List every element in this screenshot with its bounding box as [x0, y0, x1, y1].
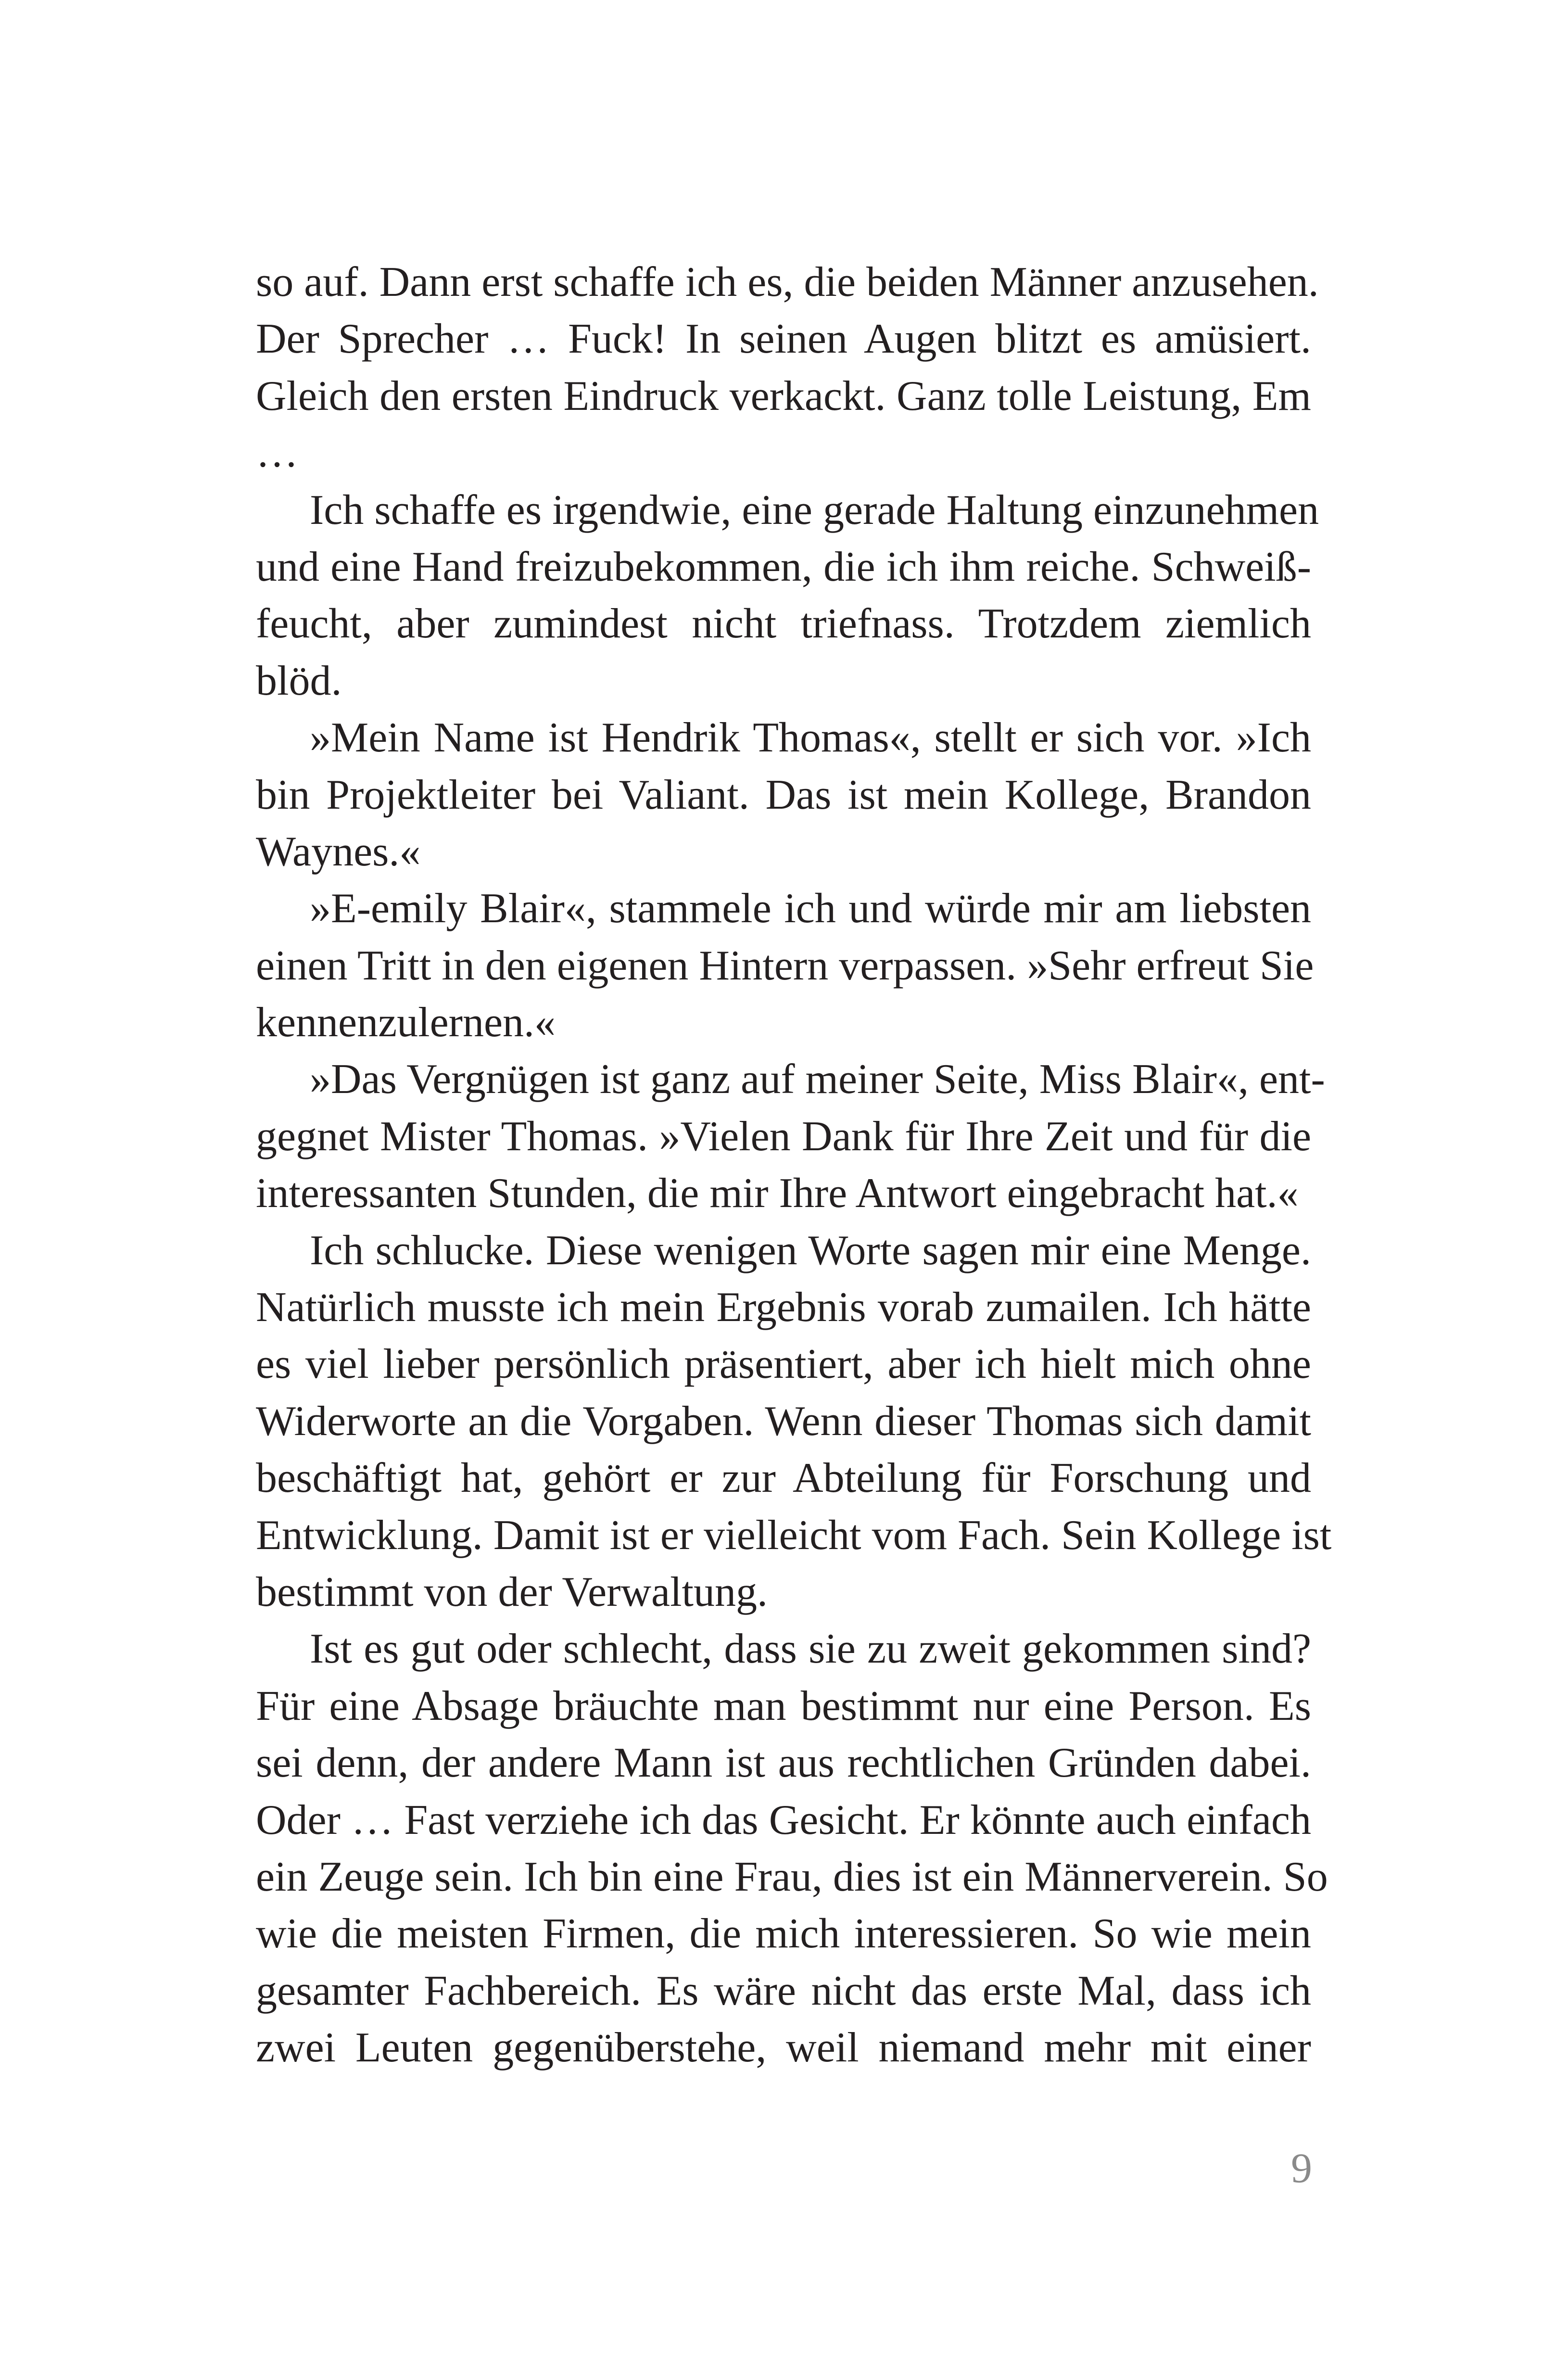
text-line: kennenzulernen.« — [256, 999, 556, 1046]
text-line: »Das Vergnügen ist ganz auf meiner Seite, Miss Blair«, ent- — [310, 1056, 1325, 1103]
paragraph — [256, 254, 1319, 482]
paragraph — [256, 880, 1314, 1051]
text-line: Oder … Fast verziehe ich das Gesicht. Er könnte auch einfach — [256, 1796, 1311, 1843]
text-line: zwei Leuten gegenüberstehe, weil niemand mehr mit einer — [256, 2024, 1311, 2072]
text-line: Ist es gut oder schlecht, dass sie zu zweit gekommen sind? — [310, 1626, 1311, 1673]
text-line: »Mein Name ist Hendrik Thomas«, stellt er sich vor. »Ich — [310, 714, 1311, 762]
text-line: Der Sprecher … Fuck! In seinen Augen blitzt es amüsiert. — [256, 316, 1311, 363]
page-number: 9 — [1291, 2145, 1312, 2192]
text-line: Für eine Absage bräuchte man bestimmt nur eine Person. Es — [256, 1682, 1311, 1729]
paragraph — [256, 1051, 1325, 1222]
text-line: Natürlich musste ich mein Ergebnis vorab zumailen. Ich hätte — [256, 1284, 1311, 1331]
text-line: und eine Hand freizubekommen, die ich ihm reiche. Schweiß- — [256, 543, 1311, 590]
text-line: einen Tritt in den eigenen Hintern verpassen. »Sehr erfreut Sie — [256, 942, 1314, 989]
text-line: bestimmt von der Verwaltung. — [256, 1568, 768, 1615]
paragraph — [256, 1222, 1332, 1621]
text-line: feucht, aber zumindest nicht triefnass. Trotzdem ziemlich — [256, 600, 1311, 648]
text-line: Ich schaffe es irgendwie, eine gerade Haltung einzunehmen — [310, 486, 1319, 534]
text-line: Gleich den ersten Eindruck verkackt. Ganz tolle Leistung, Em — [256, 372, 1311, 419]
text-line: interessanten Stunden, die mir Ihre Antwort eingebracht hat.« — [256, 1170, 1299, 1217]
text-line: ein Zeuge sein. Ich bin eine Frau, dies ist ein Männerverein. So — [256, 1853, 1328, 1900]
paragraph — [256, 1621, 1328, 2076]
text-line: gegnet Mister Thomas. »Vielen Dank für Ihre Zeit und für die — [256, 1113, 1311, 1160]
text-line: sei denn, der andere Mann ist aus rechtlichen Gründen dabei. — [256, 1740, 1311, 1787]
text-line: bin Projektleiter bei Valiant. Das ist mein Kollege, Brandon — [256, 771, 1311, 818]
text-line: wie die meisten Firmen, die mich interessieren. So wie mein — [256, 1910, 1311, 1957]
paragraph — [256, 482, 1319, 710]
text-line: »E-emily Blair«, stammele ich und würde mir am liebsten — [310, 885, 1311, 932]
text-line: blöd. — [256, 657, 342, 704]
body-text — [256, 254, 1332, 2077]
text-line: so auf. Dann erst schaffe ich es, die beiden Männer anzusehen. — [256, 259, 1319, 305]
text-line: Ich schlucke. Diese wenigen Worte sagen mir eine Menge. — [310, 1227, 1311, 1274]
text-line: Entwicklung. Damit ist er vielleicht vom Fach. Sein Kollege ist — [256, 1512, 1332, 1559]
text-line: es viel lieber persönlich präsentiert, aber ich hielt mich ohne — [256, 1341, 1311, 1388]
paragraph — [256, 710, 1311, 880]
text-line: gesamter Fachbereich. Es wäre nicht das erste Mal, dass ich — [256, 1967, 1311, 2014]
text-line: Waynes.« — [256, 828, 421, 875]
text-line: Widerworte an die Vorgaben. Wenn dieser Thomas sich damit — [256, 1398, 1311, 1445]
text-line: … — [256, 430, 298, 477]
text-line: beschäftigt hat, gehört er zur Abteilung für Forschung und — [256, 1455, 1311, 1502]
